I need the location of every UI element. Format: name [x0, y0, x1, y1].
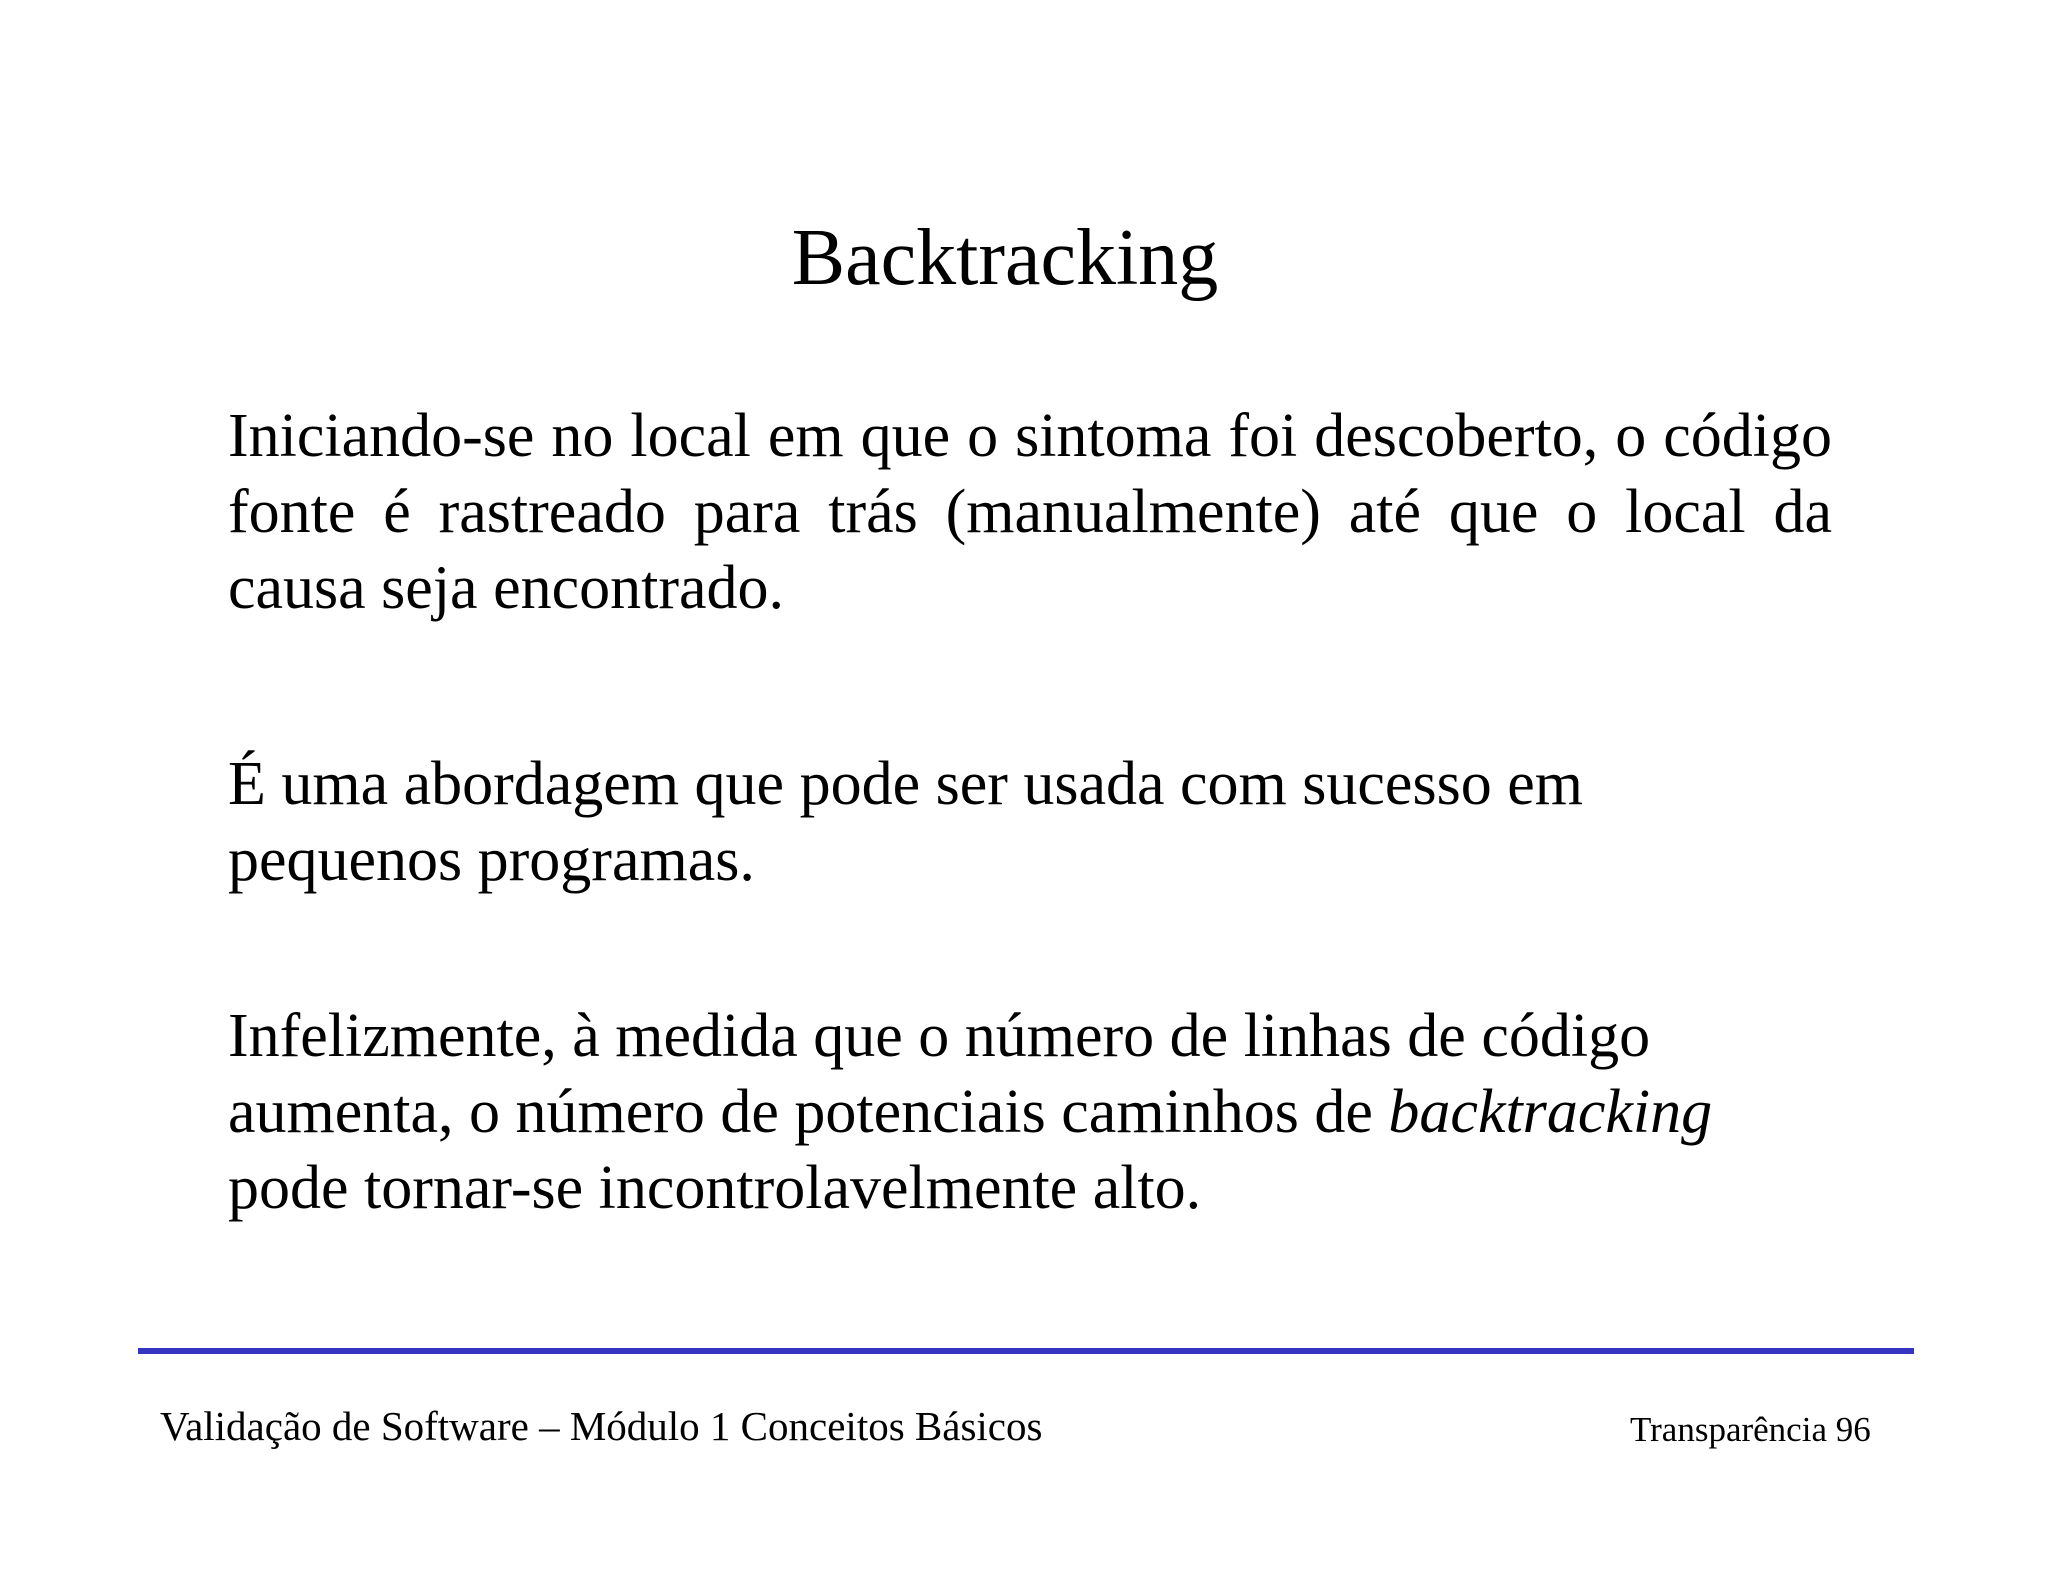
paragraph-text-before: Infelizmente, à medida que o número de linhas de código aumenta, o número de potenciais caminhos de	[228, 1002, 1651, 1146]
paragraph-text-after: pode tornar-se incontrolavelmente alto.	[228, 1154, 1202, 1222]
footer-course-title: Validação de Software – Módulo 1 Conceitos Básicos	[160, 1403, 1043, 1449]
paragraph-scalability-limit	[228, 998, 1848, 1226]
paragraph-small-programs: É uma abordagem que pode ser usada com sucesso em pequenos programas.	[228, 750, 1583, 894]
paragraph-symptom-tracing: Iniciando-se no local em que o sintoma foi descoberto, o código fonte é rastreado para trás (manualmente) até que o local da causa seja encontrado.	[228, 402, 1832, 622]
emphasized-term: backtracking	[1388, 1078, 1713, 1146]
slide-title: Backtracking	[791, 214, 1219, 302]
footer-divider	[138, 1348, 1914, 1354]
footer-slide-number: Transparência 96	[1630, 1410, 1871, 1449]
